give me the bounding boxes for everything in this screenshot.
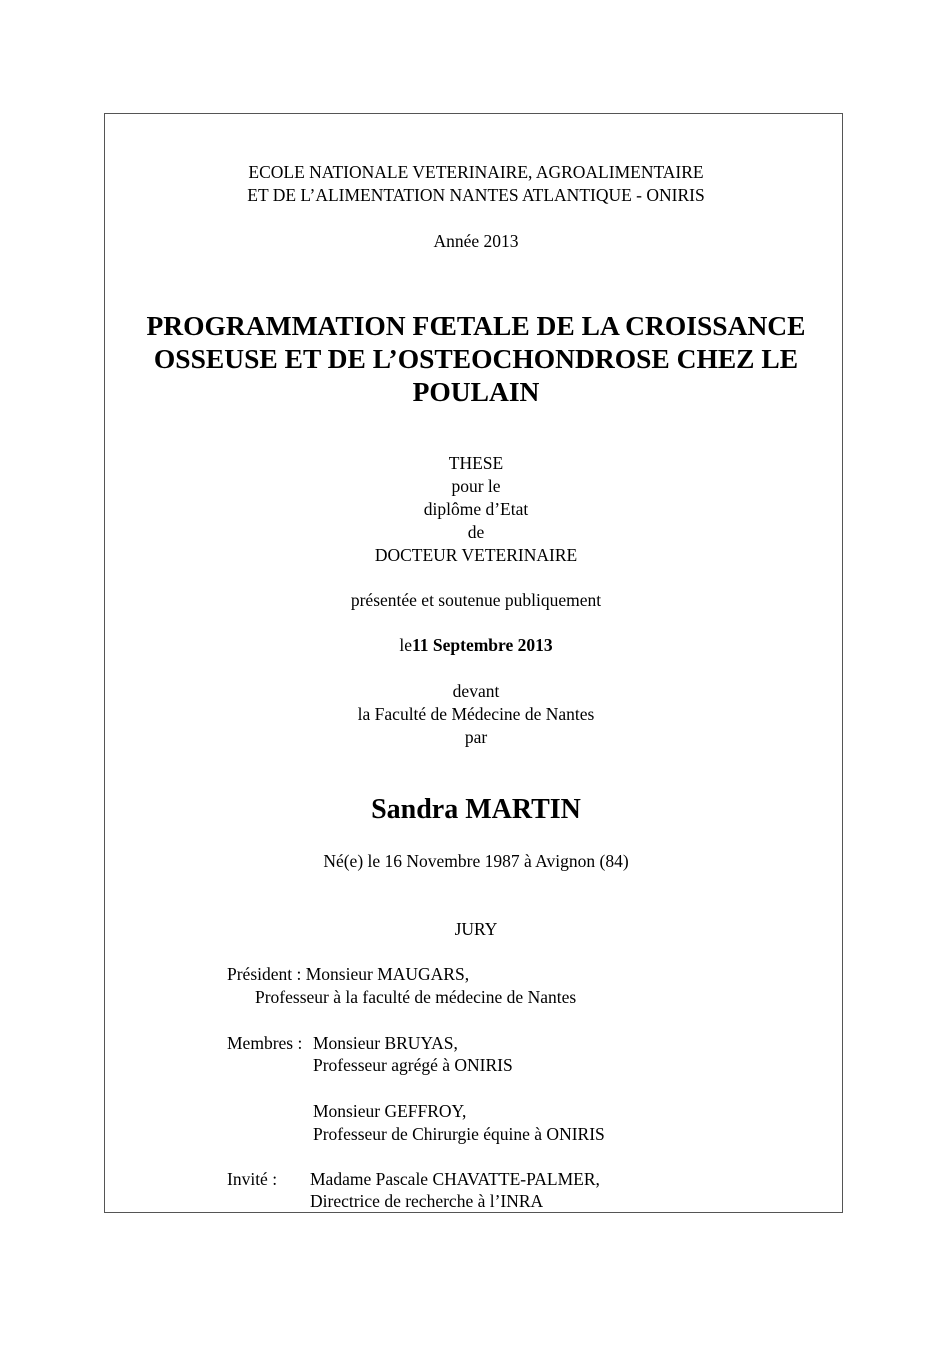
thesis-line-1: THESE — [448, 453, 504, 473]
thesis-title — [104, 309, 848, 408]
thesis-line-4: de — [467, 522, 485, 542]
before-line-3: par — [464, 727, 488, 747]
thesis-line-3: diplôme d’Etat — [423, 499, 529, 519]
defense-date — [104, 634, 848, 657]
jury-president: Président : Monsieur MAUGARS, — [227, 964, 470, 984]
jury-president-title: Professeur à la faculté de médecine de Nantes — [255, 987, 577, 1007]
thesis-title-line-2: OSSEUSE ET DE L’OSTEOCHONDROSE CHEZ LE — [153, 343, 799, 374]
defense-date-value: 11 Septembre 2013 — [411, 635, 553, 655]
thesis-title-line-1: PROGRAMMATION FŒTALE DE LA CROISSANCE — [146, 310, 806, 341]
before-line-1: devant — [452, 681, 500, 701]
jury-guest-name: Madame Pascale CHAVATTE-PALMER, — [310, 1169, 600, 1189]
academic-year: Année 2013 — [433, 231, 519, 251]
jury-guest-title: Directrice de recherche à l’INRA — [310, 1191, 544, 1211]
school-name-line-2: ET DE L’ALIMENTATION NANTES ATLANTIQUE - ONIRIS — [247, 185, 705, 205]
presented-statement: présentée et soutenue publiquement — [350, 590, 602, 610]
school-name-line-1: ECOLE NATIONALE VETERINAIRE, AGROALIMENTAIRE — [248, 162, 704, 182]
jury-member-1-title: Professeur agrégé à ONIRIS — [313, 1055, 513, 1075]
jury-members-label: Membres : — [227, 1033, 303, 1053]
before-line-2: la Faculté de Médecine de Nantes — [357, 704, 595, 724]
jury-heading: JURY — [454, 919, 498, 939]
thesis-line-5: DOCTEUR VETERINAIRE — [374, 545, 578, 565]
page-border — [104, 113, 843, 1213]
birth-info: Né(e) le 16 Novembre 1987 à Avignon (84) — [323, 851, 629, 871]
author-name: Sandra MARTIN — [371, 794, 581, 825]
thesis-title-line-3: POULAIN — [412, 376, 540, 407]
jury-guest-label: Invité : — [227, 1169, 278, 1189]
jury-member-2-title: Professeur de Chirurgie équine à ONIRIS — [313, 1124, 605, 1144]
defense-date-prefix: le — [399, 635, 412, 655]
jury-member-2-name: Monsieur GEFFROY, — [313, 1101, 467, 1121]
jury-member-1-name: Monsieur BRUYAS, — [313, 1033, 458, 1053]
thesis-line-2: pour le — [451, 476, 501, 496]
